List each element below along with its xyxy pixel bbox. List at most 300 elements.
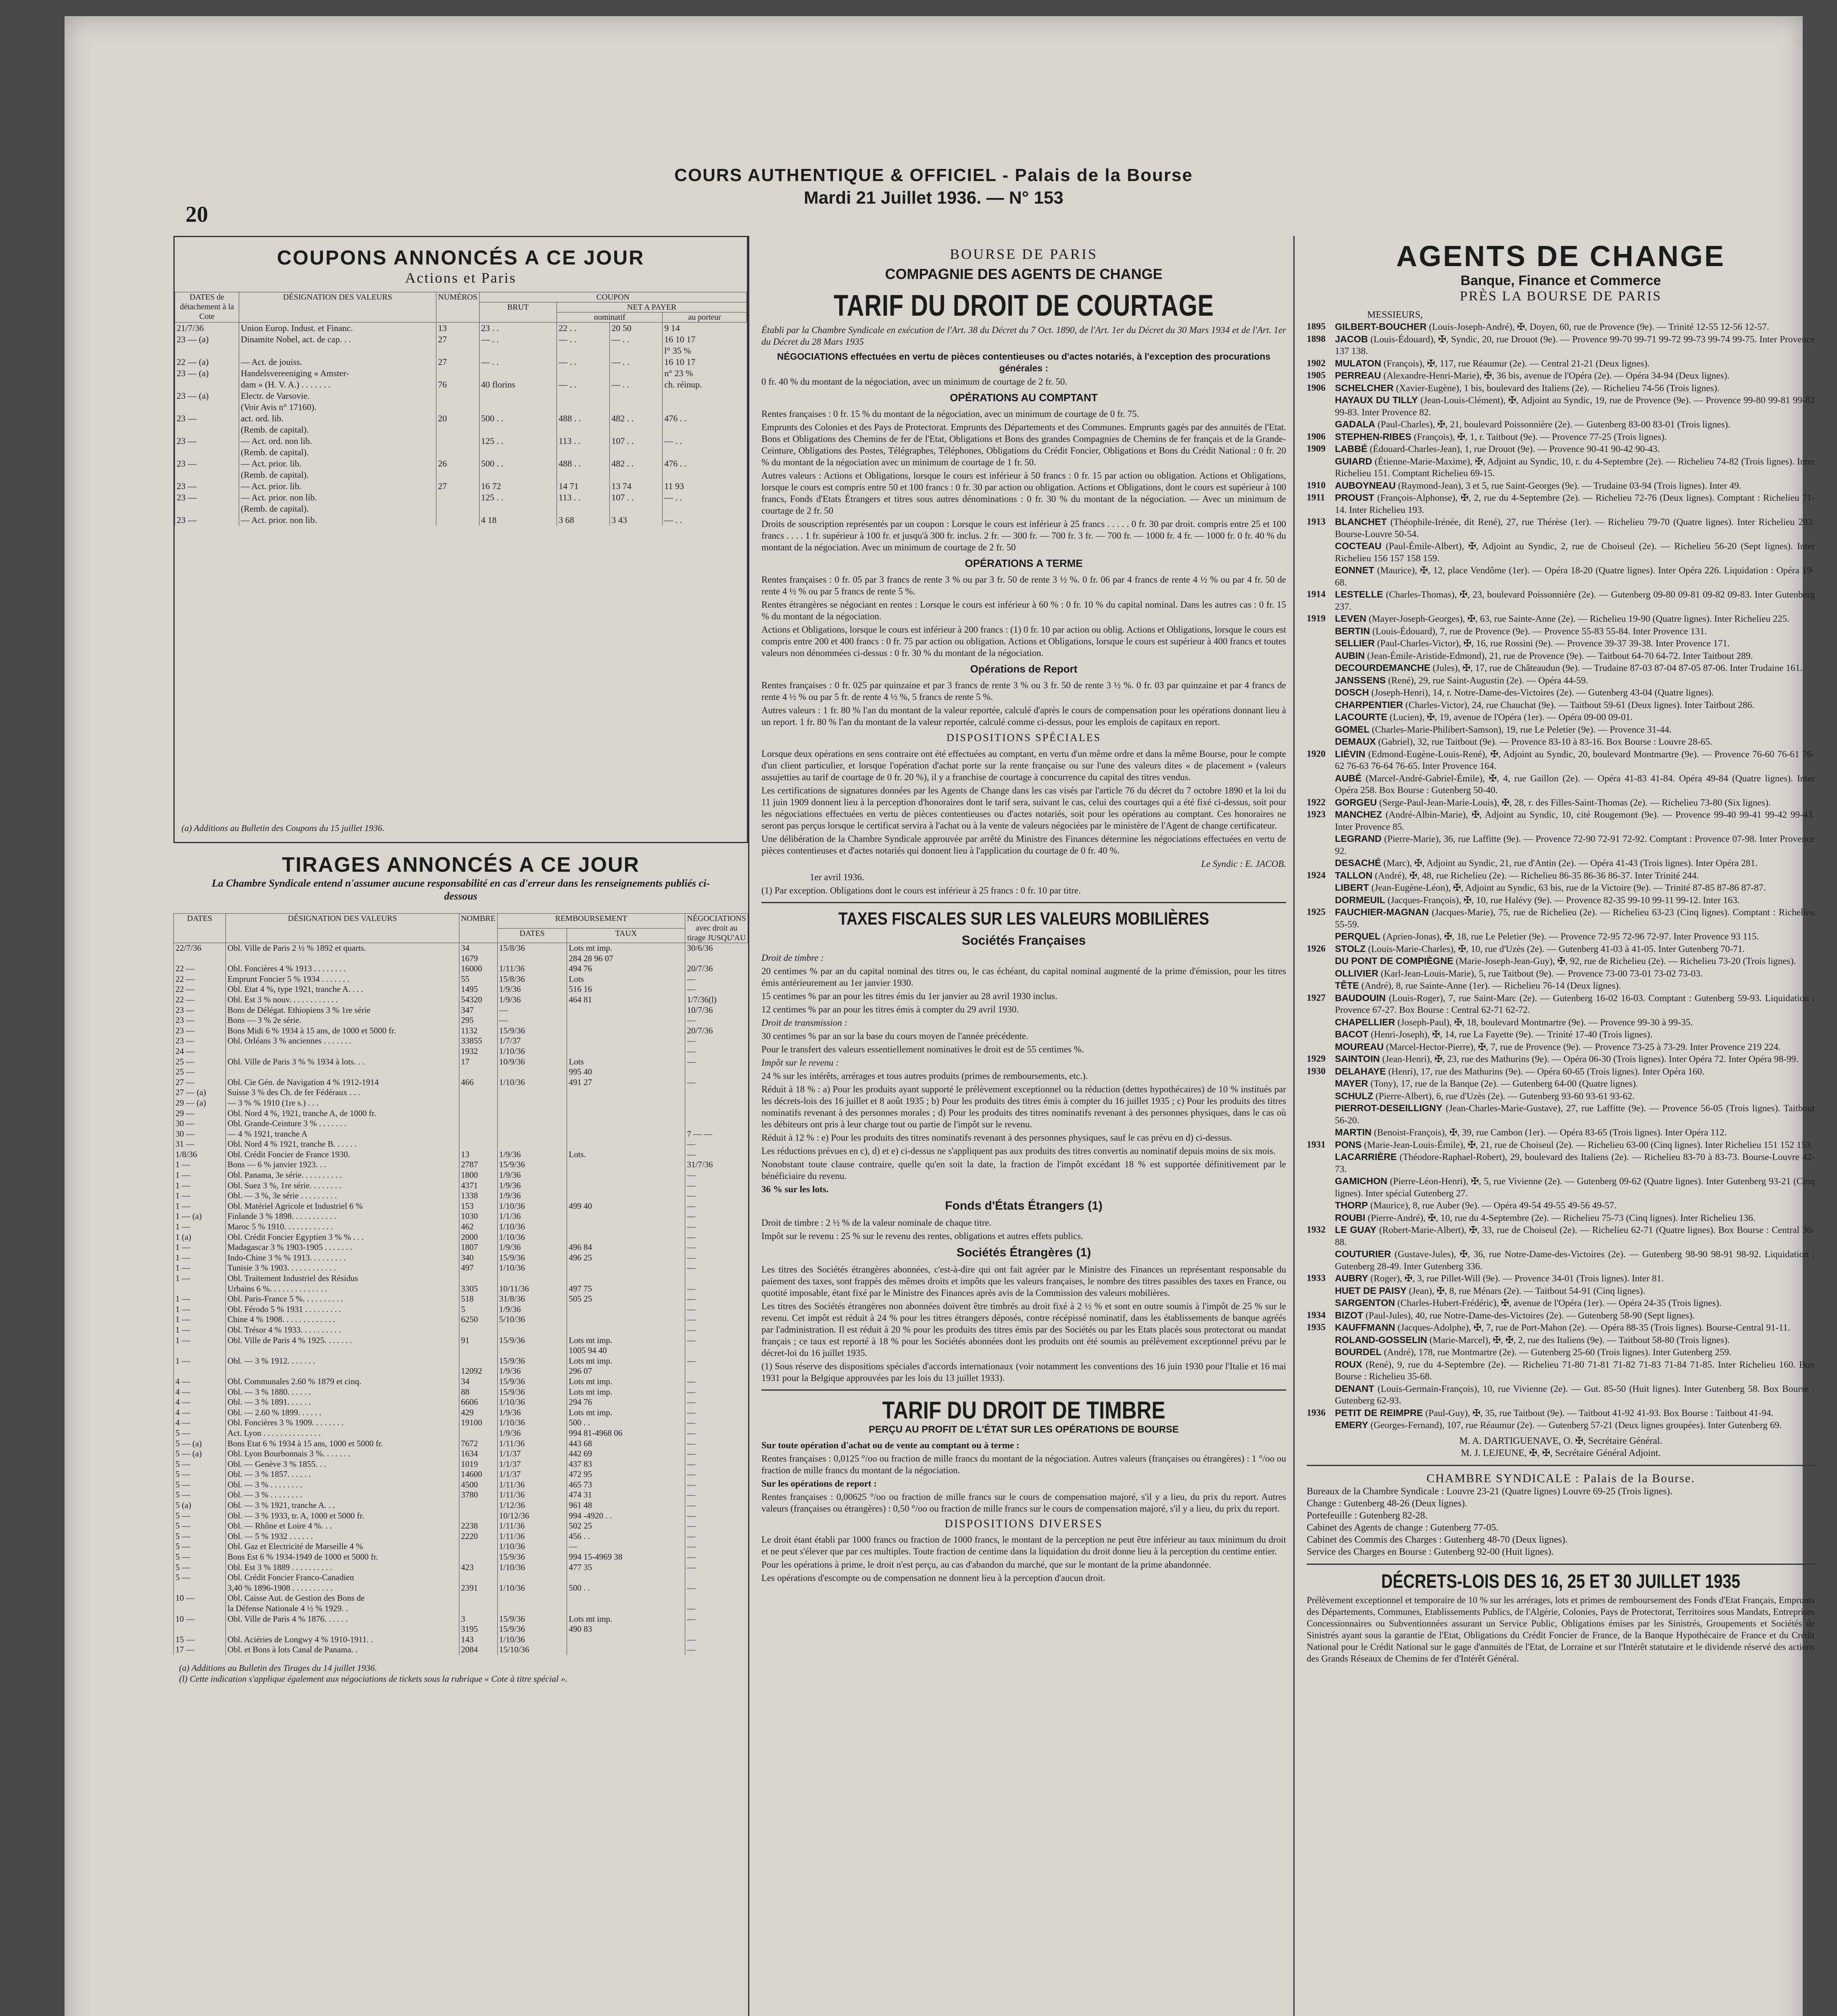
table-cell: Obl. Ville de Paris 2 ½ % 1892 et quarts. — [226, 943, 459, 954]
agent-details: (Marie-Jean-Louis-Émile), ✠, 21, rue de Choiseul (2e). — Richelieu 63-00 (Cinq lignes). Inter Richelieu 151 152 153. — [1362, 1139, 1813, 1150]
agent-text — [1335, 1102, 1815, 1127]
dispositions-p0: Lorsque deux opérations en sens contraire ont été effectuées au comptant, en vertu d'un même ordre et dans la même Bourse, pour le compte d'un client particulier, et lorsque l'opération d'achat porte sur la rente française ou sur l'une des valeurs dites « de placement » (valeurs assujetties au tarif de courtage de 0 fr. 20 %), il y a franchise de courtage à concurrence du capital des titres vendus. — [761, 749, 1286, 782]
agent-entry — [1307, 809, 1815, 833]
agent-details: (Alexandre-Henri-Marie), ✠, 36 bis, avenue de l'Opéra (2e). — Opéra 34-94 (Deux lignes). — [1381, 371, 1730, 381]
table-cell: 1679 — [459, 954, 498, 964]
coupons-section — [173, 236, 748, 843]
table-row — [174, 1222, 748, 1232]
agent-name: LESTELLE — [1335, 589, 1383, 600]
agent-details: (Jean-Émile-Aristide-Edmond), 21, rue de Provence (9e). — Taitbout 64-70 64-72. Inter Taitbout 289. — [1365, 650, 1753, 661]
table-cell: 4 — — [174, 1387, 226, 1397]
table-cell: Obl. — 3 %, 3e série . . . . . . . . . — [226, 1191, 459, 1201]
table-cell: 3195 — [459, 1624, 498, 1635]
agent-details: (Louis-Édouard), ✠, Syndic, 20, rue Drouot (9e). — Provence 99-70 99-71 99-72 99-73 99-74 99-75. Inter Provence 137 138. — [1335, 334, 1815, 356]
agent-entry — [1307, 382, 1815, 395]
agent-text — [1335, 870, 1815, 882]
table-cell — [479, 503, 557, 514]
table-cell — [497, 1118, 567, 1129]
agent-year: 1905 — [1307, 370, 1326, 381]
table-cell: (Remb. de capital). — [239, 424, 436, 435]
table-cell: 31/7/36 — [685, 1160, 748, 1170]
table-row — [174, 1645, 748, 1655]
coupons-note: (a) Additions au Bulletin des Coupons du 15 juillet 1936. — [181, 823, 385, 833]
table-cell: — — [685, 1304, 748, 1315]
agent-name: JACOB — [1335, 333, 1368, 344]
decrets-text: Prélèvement exceptionnel et temporaire de 10 % sur les arrérages, lots et primes de remboursement des Fonds d'Etat Français, Emprunts des Départements, Communes, Etablissements Publics, de l'Algérie, Colonies, Pays de Protectorat, Territoires sous Mandats, Entreprises Concessionnaires ou Subventionnées assurant un Service Public, Obligations émises par les Sinistrés, Groupements et Sociétés de Sinistrés ayant sous la garantie de l'Etat, Obligations du Crédit Foncier de France, de la Banque Hypothécaire de France et du Crédit National pour le Crédit National sur le gage d'annuités de l'Etat, de Lorraine et sur l'Intérêt statutaire et le dividende réservé des actions des Grands Réseaux de Chemins de fer d'Intérêt Général. — [1307, 1595, 1815, 1664]
table-cell: — — [685, 1191, 748, 1201]
table-cell: — Act. prior. lib. — [239, 458, 436, 469]
table-cell — [567, 1304, 685, 1315]
agent-year: 1895 — [1307, 321, 1326, 332]
table-cell: 5/10/36 — [497, 1314, 567, 1325]
table-cell: — — [685, 1150, 748, 1160]
terme-title: OPÉRATIONS A TERME — [965, 557, 1083, 569]
table-cell: 25 — — [174, 1057, 226, 1067]
table-cell: 23 — — [175, 458, 239, 469]
table-cell — [685, 1098, 748, 1108]
table-cell: 1/11/36 — [497, 1480, 567, 1490]
table-cell: Lots. — [567, 1150, 685, 1160]
table-cell: 2084 — [459, 1645, 498, 1655]
agent-text — [1335, 625, 1815, 638]
timbre-h2: Sur les opérations de report : — [761, 1479, 877, 1489]
table-cell: — — [685, 1036, 748, 1046]
table-cell: 10 — — [174, 1593, 226, 1604]
table-cell: 15/9/36 — [497, 1387, 567, 1397]
agent-year — [1307, 955, 1335, 968]
table-cell: Obl. — 3 % 1891. . . . . . — [226, 1397, 459, 1408]
agent-entry — [1307, 480, 1815, 492]
table-cell: 497 — [459, 1263, 498, 1273]
table-cell: 15/9/36 — [497, 1335, 567, 1346]
revenu-p2: Réduit à 12 % : e) Pour les produits des titres nominatifs revenant à des personnes physiques, sauf le cas prévu en d) ci-dessus. — [761, 1133, 1232, 1143]
revenu-p3: Les réductions prévues en c), d) et e) ci-dessus ne s'appliquent pas aux produits des titres convertis au nominatif depuis moins de six mois. — [761, 1146, 1276, 1156]
agent-name: LABBÉ — [1335, 444, 1368, 454]
table-cell: 5 — — [174, 1562, 226, 1573]
agent-year: 1919 — [1307, 613, 1326, 624]
agent-year — [1307, 1175, 1335, 1200]
agent-details: (Paul-Jules), 40, rue Notre-Dame-des-Victoires (2e). — Gutenberg 58-90 (Sept lignes). — [1363, 1310, 1695, 1321]
agent-text — [1335, 589, 1815, 613]
table-cell — [459, 1098, 498, 1108]
terme-p2: Actions et Obligations, lorsque le cours est inférieur à 200 francs : (1) 0 fr. 10 par action ou oblig. Actions et Obligations, lorsque le cours est compris entre 200 et 400 francs : 0 fr. 75 par action ou obligation. Actions et Obligations, lorsque le cours est supérieur à 400 francs et toutes valeurs non dénommées ci-dessus : 0 fr. 30 % du montant de la négociation. — [761, 625, 1286, 658]
table-cell: 14600 — [459, 1469, 498, 1480]
table-cell: 516 16 — [567, 984, 685, 995]
left-column — [173, 236, 749, 2016]
table-cell — [459, 1139, 498, 1150]
table-row — [174, 1150, 748, 1160]
table-row — [175, 413, 747, 424]
agent-text — [1335, 1066, 1815, 1078]
table-cell: 11 93 — [663, 481, 747, 492]
agent-details: (Paul-Charles), ✠, 21, boulevard Poissonnière (2e). — Gutenberg 83-00 83-01 (Trois lignes). — [1375, 419, 1731, 430]
table-cell: 1/9/36 — [497, 1428, 567, 1439]
table-cell: — — [685, 1459, 748, 1470]
table-row — [175, 503, 747, 514]
agent-details: (André-Albin-Marie), ✠, Adjoint au Syndic, 10, cité Rougemont (9e). — Provence 99-40 99-41 99-42 99-43. Inter Provence 85. — [1335, 810, 1815, 832]
agent-name: BLANCHET — [1335, 516, 1387, 527]
table-cell — [226, 1345, 459, 1356]
agent-year: 1914 — [1307, 589, 1326, 600]
table-cell: — — [685, 1583, 748, 1593]
agent-name: LIÉVIN — [1335, 748, 1366, 759]
table-row — [174, 1635, 748, 1645]
table-cell: l° 35 % — [663, 345, 747, 356]
table-cell: 23 — — [175, 514, 239, 526]
table-cell — [567, 1181, 685, 1191]
table-cell: 2391 — [459, 1583, 498, 1593]
table-cell — [567, 1129, 685, 1139]
table-cell: Obl. Aciéries de Longwy 4 % 1910-1911. . — [226, 1635, 459, 1645]
table-cell: 31/8/36 — [497, 1294, 567, 1304]
agent-details: (François), ✠, 117, rue Réaumur (2e). — Central 21-21 (Deux lignes). — [1381, 358, 1650, 369]
coupons-subtitle: Actions et Paris — [405, 270, 517, 286]
agent-details: (Jean), ✠, 8, rue Ménars (2e). — Taitbout 54-91 (Cinq lignes). — [1406, 1285, 1645, 1296]
table-row — [174, 943, 748, 954]
agent-year — [1307, 1359, 1335, 1383]
report-p1: Autres valeurs : 1 fr. 80 % l'an du montant de la valeur reportée, calculé d'après le cours de compensation pour les opérations donnant lieu à un report. 1 fr. 80 % l'an du montant de la valeur reportée, calculé comme ci-dessus, pour les emplois de capitaux en report. — [761, 705, 1286, 727]
table-row — [174, 1232, 748, 1243]
agent-text — [1335, 882, 1815, 894]
table-cell — [685, 1067, 748, 1077]
agent-text — [1335, 1041, 1815, 1054]
table-cell: Bons Midi 6 % 1934 à 15 ans, de 1000 et 5000 fr. — [226, 1026, 459, 1036]
table-row — [174, 1356, 748, 1366]
table-row — [174, 1439, 748, 1449]
table-row — [174, 1057, 748, 1067]
agent-name: LIBERT — [1335, 882, 1369, 893]
agent-details: (Marie-Joseph-Jean-Guy), ✠, 92, rue de Richelieu (2e). — Richelieu 73-20 (Trois lignes). — [1453, 956, 1796, 966]
table-cell: — — [685, 1541, 748, 1552]
revenu-p1: Réduit à 18 % : a) Pour les produits ayant supporté le prélèvement exceptionnel ou la réduction (dettes hypothécaires) de 10 % institués par les décrets-lois des 16 juillet et 8 août 1935 ; b) Pour les produits des titres émis à compter du 16 juillet 1935 ; c) Pour les produits des titres nominatifs revenant à des personnes morales ; d) Pour les produits des titres nominatifs revenant à des personnes physiques, dans le cas où les débiteurs ont pris à leur charge tout ou partie de l'impôt sur le revenu. — [761, 1084, 1286, 1129]
table-cell: 1 — — [174, 1273, 226, 1284]
timbre-p1: 15 centimes % par an pour les titres émis du 1er janvier au 28 avril 1930 inclus. — [761, 991, 1057, 1001]
agent-name: AUBÉ — [1335, 773, 1362, 783]
table-row — [174, 1129, 748, 1139]
agent-year — [1307, 1090, 1335, 1103]
table-cell — [459, 1500, 498, 1511]
agent-entry — [1307, 333, 1815, 358]
agent-name: HAYAUX DU TILLY — [1335, 395, 1418, 405]
agent-year: 1932 — [1307, 1225, 1326, 1235]
table-cell: 2220 — [459, 1531, 498, 1542]
agent-name: PROUST — [1335, 492, 1374, 503]
agent-details: (Pierre-Albert), 6, rue d'Uzès (2e). — Gutenberg 93-60 93-61 93-62. — [1373, 1091, 1635, 1102]
agent-name: DESACHÉ — [1335, 858, 1381, 868]
table-cell: Obl. Panama, 3e série. . . . . . . . . . — [226, 1170, 459, 1181]
table-cell: Indo-Chine 3 % % 1913. . . . . . . . . — [226, 1253, 459, 1263]
agent-name: GUIARD — [1335, 456, 1372, 467]
table-cell: 1/9/36 — [497, 1304, 567, 1315]
agent-entry — [1307, 1078, 1815, 1090]
agent-year — [1307, 687, 1335, 699]
agent-details: (Jacques-Marie), 75, rue de Richelieu (2e). — Richelieu 63-23 (Cinq lignes). Comptant : Richelieu 55-59. — [1335, 907, 1815, 930]
agent-text — [1335, 1407, 1815, 1420]
table-row — [174, 1511, 748, 1521]
table-cell: 500 . . — [479, 458, 557, 469]
table-cell: — — [685, 1387, 748, 1397]
table-cell: 22 — — [174, 984, 226, 995]
terme-p0: Rentes françaises : 0 fr. 05 par 3 francs de rente 3 % ou par 3 fr. 50 de rente 3 ½ %. 0 fr. 06 par 4 francs de rente 4 ½ % ou par 4 fr. 50 de rente 4 ½ % ou par 5 francs de rente 5 %. — [761, 575, 1286, 596]
table-row — [174, 1418, 748, 1428]
table-cell: 3 — [459, 1614, 498, 1624]
agent-entry — [1307, 650, 1815, 662]
table-cell: 22 — — [174, 964, 226, 974]
table-cell — [174, 1284, 226, 1294]
table-cell: 1/9/36 — [497, 1408, 567, 1418]
table-row — [174, 1201, 748, 1212]
page-number: 20 — [186, 202, 208, 227]
table-cell: — 4 % 1921, tranche A — [226, 1129, 459, 1139]
table-cell: Handelsvereeniging « Amster- — [239, 368, 436, 379]
agent-text — [1335, 1139, 1815, 1152]
agent-year: 1909 — [1307, 444, 1326, 454]
table-cell: 15/9/36 — [497, 1624, 567, 1635]
tarif-legal: Établi par la Chambre Syndicale en exécution de l'Art. 38 du Décret du 7 Oct. 1890, de l'Art. 1er du Décret du 30 Mars 1934 et de l'Art. 1er du Décret du 28 Mars 1935 — [761, 325, 1286, 347]
tarif-footnote: (1) Par exception. Obligations dont le cours est inférieur à 25 francs : 0 fr. 10 par titre. — [761, 885, 1081, 896]
table-cell: — — [497, 1005, 567, 1016]
table-cell — [567, 1635, 685, 1645]
agent-name: TALLON — [1335, 870, 1373, 881]
table-cell: 1/10/36 — [497, 1222, 567, 1232]
agent-name: BERTIN — [1335, 625, 1370, 636]
table-cell: 1/1/37 — [497, 1459, 567, 1470]
agent-year: 1898 — [1307, 333, 1326, 344]
table-cell: Obl. Est 3 % nouv. . . . . . . . . . . . — [226, 995, 459, 1005]
report-p0: Rentes françaises : 0 fr. 025 par quinzaine et par 3 francs de rente 3 % ou 3 fr. 50 de rente 3 ½ %. 0 fr. 03 par quinzaine et par 4 francs de rente 4 ½ % ou par 5 fr. de rente 4 ½ %, 5 francs de rente 5 %. — [761, 680, 1286, 702]
table-row — [174, 1118, 748, 1129]
table-cell: — 3 % % 1910 (1re s.) . . . — [226, 1098, 459, 1108]
agent-details: (Joseph-Henri), 14, r. Notre-Dame-des-Victoires (2e). — Gutenberg 43-04 (Quatre lignes). — [1369, 687, 1714, 698]
table-cell: 1 — — [174, 1325, 226, 1335]
table-cell: 23 — (a) — [175, 368, 239, 379]
table-cell: 1/10/36 — [497, 1562, 567, 1573]
table-cell: Madagascar 3 % 1903-1905 . . . . . . . — [226, 1242, 459, 1253]
agent-entry — [1307, 882, 1815, 894]
agent-name: DU PONT DE COMPIÈGNE — [1335, 956, 1453, 966]
table-cell: 27 — [436, 481, 480, 492]
agent-year — [1307, 637, 1335, 650]
etrangeres-p0: Les titres des Sociétés étrangères abonnées, c'est-à-dire qui ont fait agréer par le Ministre des Finances un représentant responsable du paiement des taxes, sont frappés des mêmes droits et impôts que les valeurs françaises, le nombre des titres passibles des taxes en France, ou quotité imposable, étant fixé par le Ministre des Finances après avis de la Commission des valeurs mobilières. — [761, 1264, 1286, 1298]
agent-entry — [1307, 1200, 1815, 1212]
table-cell: Maroc 5 % 1910. . . . . . . . . . . . — [226, 1222, 459, 1232]
table-cell: — . . — [479, 334, 557, 345]
table-cell: 488 . . — [557, 458, 610, 469]
table-cell — [459, 1511, 498, 1521]
agent-text — [1335, 358, 1815, 370]
agent-details: (Marcel-Hector-Pierre), ✠, 7, rue de Provence (9e). — Provence 73-25 à 73-29. Inter Provence 219 224. — [1383, 1041, 1781, 1052]
table-row — [175, 492, 747, 503]
table-cell — [497, 954, 567, 964]
table-row — [174, 1314, 748, 1325]
agent-text — [1335, 1248, 1815, 1272]
decrets-title: DÉCRETS-LOIS DES 16, 25 ET 30 JUILLET 1935 — [1381, 1570, 1741, 1592]
agent-entry — [1307, 358, 1815, 370]
table-cell: 1 — — [174, 1356, 226, 1366]
table-cell: — — [685, 1377, 748, 1387]
table-cell: 4 — — [174, 1397, 226, 1408]
table-cell: 30/6/36 — [685, 943, 748, 954]
table-cell: 456 . . — [567, 1531, 685, 1542]
agent-details: (Pierre-Léon-Henri), ✠, 5, rue Vivienne (2e). — Gutenberg 09-62 (Quatre lignes). Inter Gutenberg 93-21 (Cinq lignes). Inter spécial Gutenberg 27. — [1335, 1176, 1815, 1199]
table-cell — [557, 424, 610, 435]
table-cell — [685, 1345, 748, 1356]
agent-name: SELLIER — [1335, 638, 1375, 648]
table-cell: 1/10/36 — [497, 1418, 567, 1428]
agent-entry — [1307, 797, 1815, 809]
agent-text — [1335, 748, 1815, 773]
table-cell: 1005 94 40 — [567, 1345, 685, 1356]
chambre-title: CHAMBRE SYNDICALE : Palais de la Bourse. — [1426, 1471, 1695, 1485]
table-row — [174, 1408, 748, 1418]
table-cell: 13 74 — [610, 481, 663, 492]
table-row — [174, 1335, 748, 1346]
agent-details: (François-Alphonse), ✠, 2, rue du 4-Septembre (2e). — Richelieu 72-76 (Deux lignes). Comptant : Richelieu 71-14. Inter Richelieu 193. — [1335, 493, 1815, 515]
table-cell: 1/10/36 — [497, 1583, 567, 1593]
table-row — [174, 1026, 748, 1036]
table-row — [174, 1387, 748, 1397]
table-cell: — Act. ord. non lib. — [239, 435, 436, 447]
agent-year — [1307, 1346, 1335, 1359]
table-cell — [497, 1139, 567, 1150]
table-cell — [567, 1108, 685, 1119]
table-cell: 500 . . — [567, 1418, 685, 1428]
table-cell: 24 — — [174, 1046, 226, 1057]
table-cell: Obl. Communales 2.60 % 1879 et cinq. — [226, 1377, 459, 1387]
agent-text — [1335, 1285, 1815, 1297]
agent-year — [1307, 1078, 1335, 1090]
agents-messieurs: MESSIEURS, — [1367, 310, 1423, 320]
table-cell: 494 76 — [567, 964, 685, 974]
table-cell: 295 — [459, 1015, 498, 1026]
table-cell: 1/10/36 — [497, 1397, 567, 1408]
agent-text — [1335, 1200, 1815, 1212]
table-cell: 5 — [459, 1304, 498, 1315]
table-cell: Obl. — 3 % 1921, tranche A. . . — [226, 1500, 459, 1511]
table-row — [174, 1614, 748, 1624]
table-cell: Obl. Crédit Foncier Egyptien 3 % % . . . — [226, 1232, 459, 1243]
table-cell: 7672 — [459, 1439, 498, 1449]
table-cell: 76 — [436, 379, 480, 390]
timbre-p1: Rentes françaises : 0,0125 °/oo ou fraction de mille francs du montant de la négociation. Autres valeurs (françaises ou étrangères) : 1 °/oo ou fraction de mille francs du montant de la négociation. — [761, 1454, 1286, 1475]
table-cell: Obl. Foncières 3 % 1909. . . . . . . . — [226, 1418, 459, 1428]
table-row — [175, 424, 747, 435]
table-cell: — — [685, 1490, 748, 1500]
tarif-negociations: NÉGOCIATIONS effectuées en vertu de pièces contentieuses ou d'actes notariés, à l'exception des procurations générales : — [777, 351, 1271, 373]
table-row — [175, 435, 747, 447]
table-cell: — — [685, 1418, 748, 1428]
table-cell — [436, 424, 480, 435]
table-cell: 34 — [459, 1377, 498, 1387]
table-cell — [685, 1118, 748, 1129]
table-row — [174, 1242, 748, 1253]
table-cell: 5 — (a) — [174, 1439, 226, 1449]
agent-year — [1307, 968, 1335, 980]
table-row — [174, 1345, 748, 1356]
table-cell: Obl. Crédit Foncier Franco-Canadien — [226, 1572, 459, 1583]
table-cell: 22/7/36 — [174, 943, 226, 954]
table-cell: — — [685, 1469, 748, 1480]
table-cell: 27 — [436, 334, 480, 345]
agent-name: DENANT — [1335, 1383, 1374, 1394]
table-cell: — — [685, 984, 748, 995]
table-cell: 1 — (a) — [174, 1211, 226, 1222]
table-row — [175, 514, 747, 526]
table-row — [175, 469, 747, 481]
table-cell: — — [685, 1232, 748, 1243]
table-cell: 12092 — [459, 1366, 498, 1377]
agent-name: BOURDEL — [1335, 1347, 1382, 1357]
table-cell: — — [685, 1057, 748, 1067]
agent-text — [1335, 516, 1815, 540]
agent-entry — [1307, 637, 1815, 650]
agent-entry — [1307, 1151, 1815, 1175]
table-cell — [459, 1552, 498, 1562]
agent-details: (Louis-Germain-François), 10, rue Vivienne (2e). — Gut. 85-50 (Huit lignes). Inter Gutenberg 58. Box Bourse : Gutenberg 62-93. — [1335, 1383, 1815, 1406]
table-cell: Obl. Ville de Paris 3 % % 1934 à lots. . . — [226, 1057, 459, 1067]
table-cell: — — [685, 1222, 748, 1232]
agents-title: AGENTS DE CHANGE — [1396, 240, 1726, 273]
table-cell — [226, 1624, 459, 1635]
agent-entry — [1307, 773, 1815, 797]
table-cell: 1 — — [174, 1242, 226, 1253]
agent-details: (Serge-Paul-Jean-Marie-Louis), ✠, 28, r. des Filles-Saint-Thomas (2e). — Richelieu 73-80 (Six lignes). — [1376, 797, 1771, 808]
table-cell: 5 — — [174, 1531, 226, 1542]
table-cell — [175, 345, 239, 356]
table-cell: Emprunt Foncier 5 % 1934 . . . . . . . — [226, 974, 459, 985]
tirages-note-1: (a) Additions au Bulletin des Tirages du 14 juillet 1936. — [179, 1662, 377, 1673]
table-row — [174, 1015, 748, 1026]
agent-details: (Gabriel), 32, rue Taitbout (9e). — Provence 83-10 à 83-16. Box Bourse : Louvre 28-65. — [1376, 737, 1712, 747]
agent-details: (Louis-Roger), 7, rue Saint-Marc (2e). — Gutenberg 16-02 16-03. Comptant : Gutenberg 59-93. Liquidation : Provence 67-27. Box Bourse : Central 62-71 62-72. — [1335, 993, 1815, 1015]
table-cell: 500 . . — [479, 413, 557, 424]
table-row — [175, 356, 747, 368]
table-cell: 472 95 — [567, 1469, 685, 1480]
table-cell: — — [685, 1201, 748, 1212]
col-nominatif: nominatif — [557, 312, 663, 323]
agent-text — [1335, 699, 1815, 712]
table-cell: — — [685, 1253, 748, 1263]
comptant-p2: Autres valeurs : Actions et Obligations, lorsque le cours est inférieur à 50 francs : 0 fr. 15 par action ou obligation. Actions et Obligations, lorsque le cours est compris entre 50 et 100 francs : 0 fr. 30 par action ou obligation. Actions et Obligations, dont le cours est supérieur à 100 francs, Fonds d'Etats Étrangers et titres sous autres dénominations : 0 fr. 30 % du montant de la négociation. — Avec un minimum de courtage de 2 fr. 50 — [761, 471, 1286, 516]
table-cell — [459, 1325, 498, 1335]
table-cell: — — [685, 1242, 748, 1253]
terme-p1: Rentes étrangères se négociant en rentes : Lorsque le cours est inférieur à 60 % : 0 fr. 10 % du capital nominal. Dans les autres cas : 0 fr. 15 % du montant de la négociation. — [761, 600, 1286, 621]
chambre-line-5: Service des Charges en Bourse : Gutenberg 92-00 (Huit lignes). — [1307, 1546, 1554, 1557]
table-cell: Obl. Lyon Bourbonnais 3 %. . . . . . . — [226, 1449, 459, 1459]
agent-year — [1307, 419, 1335, 431]
agent-details: (Marc), ✠, Adjoint au Syndic, 21, rue d'Antin (2e). — Opéra 41-43 (Trois lignes). Inter Opéra 281. — [1381, 858, 1758, 868]
table-cell — [685, 1593, 748, 1604]
table-cell — [479, 424, 557, 435]
agent-entry — [1307, 1248, 1815, 1272]
table-cell: 23 — — [174, 1036, 226, 1046]
agent-text — [1335, 943, 1815, 956]
chambre-line-1: Change : Gutenberg 48-26 (Deux lignes). — [1307, 1498, 1468, 1509]
table-cell — [567, 1222, 685, 1232]
table-cell: Obl. Etat 4 %, type 1921, tranche A. . . . — [226, 984, 459, 995]
table-cell: 1/8/36 — [174, 1150, 226, 1160]
table-row — [174, 1160, 748, 1170]
agent-entry — [1307, 931, 1815, 943]
table-cell: 17 — — [174, 1645, 226, 1655]
agent-year — [1307, 1029, 1335, 1041]
table-cell — [557, 503, 610, 514]
divider — [761, 1389, 1286, 1391]
table-cell — [459, 1356, 498, 1366]
table-cell: — — [685, 1284, 748, 1294]
table-cell: — — [497, 1015, 567, 1026]
table-cell — [497, 1087, 567, 1098]
